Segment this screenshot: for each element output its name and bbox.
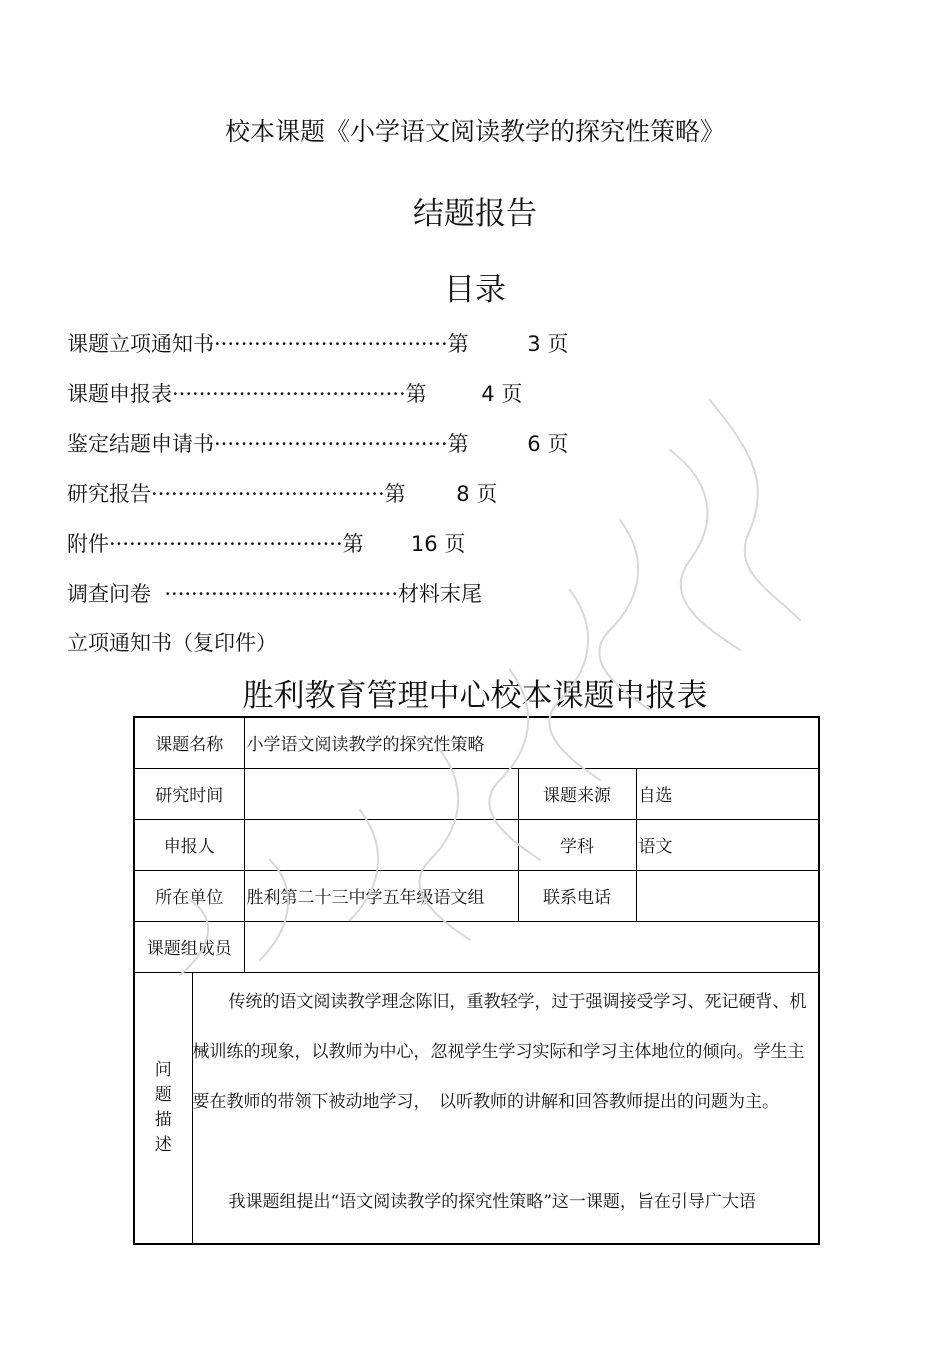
notice-copy-label: 立项通知书（复印件） [67, 631, 277, 655]
members-label: 课题组成员 [134, 921, 244, 972]
toc-item-prefix: 第 [342, 532, 364, 556]
toc-item-page: 16 [410, 532, 438, 556]
topic-name-value: 小学语文阅读教学的探究性策略 [244, 717, 819, 768]
toc-item-label: 调查问卷 [67, 582, 151, 606]
toc-item-leader: ··································· [214, 432, 448, 456]
phone-label: 联系电话 [518, 870, 636, 921]
toc-item-page: 3 [527, 332, 541, 356]
toc-item [67, 428, 568, 460]
phone-value [636, 870, 819, 921]
applicant-label: 申报人 [134, 819, 244, 870]
toc-item-prefix: 第 [447, 432, 469, 456]
toc-item-suffix: 页 [547, 332, 569, 356]
toc-item [67, 578, 482, 610]
toc-item-label: 附件 [67, 532, 109, 556]
toc-item-leader: ··································· [109, 532, 343, 556]
toc-item-prefix: 第 [384, 482, 406, 506]
members-value [244, 921, 819, 972]
toc-item-suffix: 页 [547, 432, 569, 456]
toc-item-page: 8 [456, 482, 470, 506]
topic-name-label: 课题名称 [134, 717, 244, 768]
topic-source-label: 课题来源 [518, 768, 636, 819]
toc-item-label: 鉴定结题申请书 [67, 432, 214, 456]
problem-description [192, 972, 819, 1244]
document-title: 校本课题《小学语文阅读教学的探究性策略》 [224, 117, 725, 146]
toc-item-page: 6 [527, 432, 541, 456]
toc-item-leader: ··································· [172, 382, 406, 406]
unit-label: 所在单位 [134, 870, 244, 921]
unit-value: 胜利第二十三中学五年级语文组 [244, 870, 518, 921]
research-period-label: 研究时间 [134, 768, 244, 819]
applicant-value [244, 819, 518, 870]
toc-item-page: 4 [481, 382, 495, 406]
toc-item-label: 课题立项通知书 [67, 332, 214, 356]
toc-item-leader: ··································· [214, 332, 448, 356]
toc-heading: 目录 [444, 272, 506, 308]
research-period-value [244, 768, 518, 819]
toc-item [67, 528, 465, 560]
problem-paragraph-2: 我课题组提出“语文阅读教学的探究性策略”这一课题，旨在引导广大语 [228, 1191, 756, 1212]
toc-item-label: 研究报告 [67, 482, 151, 506]
problem-paragraph-1: 传统的语文阅读教学理念陈旧，重教轻学，过于强调接受学习、死记硬背、机械训练的现象，以教师为中心，忽视学生学习实际和学习主体地位的倾向。学生主要在教师的带领下被动地学习， 以听教师的讲解和回答教师提出的问题为主。 [192, 991, 807, 1112]
document-subtitle: 结题报告 [413, 196, 537, 232]
toc-item-prefix: 第 [447, 332, 469, 356]
toc-item [67, 478, 497, 510]
toc-item [67, 378, 522, 410]
toc-item [67, 328, 568, 360]
subject-label: 学科 [518, 819, 636, 870]
toc-item-prefix: 材料末尾 [398, 582, 482, 606]
topic-source-value: 自选 [636, 768, 819, 819]
toc-item-suffix: 页 [501, 382, 523, 406]
application-form [133, 716, 820, 1245]
toc-item-label: 课题申报表 [67, 382, 172, 406]
problem-description-label: 问 题 描 述 [134, 972, 192, 1244]
toc-item-suffix: 页 [476, 482, 498, 506]
toc-item-leader: ··································· [151, 482, 385, 506]
form-title: 胜利教育管理中心校本课题申报表 [242, 678, 708, 714]
toc-item-leader: ··································· [164, 582, 398, 606]
toc-item-suffix: 页 [444, 532, 466, 556]
toc-item-prefix: 第 [405, 382, 427, 406]
subject-value: 语文 [636, 819, 819, 870]
